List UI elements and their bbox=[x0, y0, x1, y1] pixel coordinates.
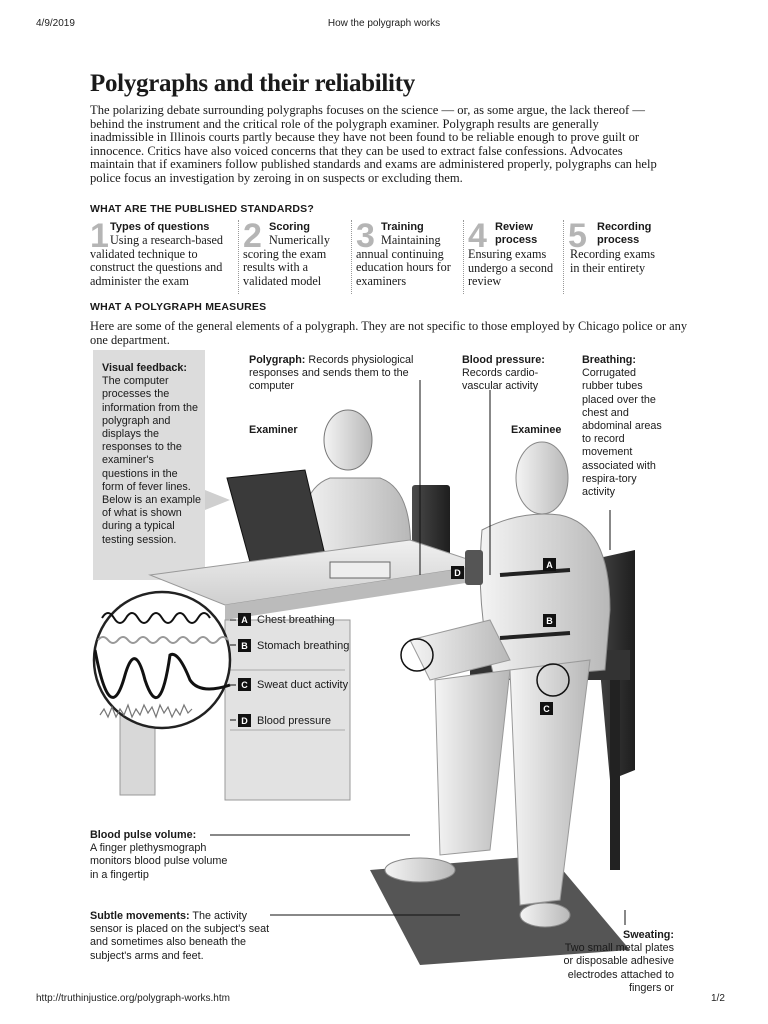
key-c bbox=[238, 678, 348, 691]
standard-number: 1 bbox=[90, 217, 109, 255]
key-label: Sweat duct activity bbox=[257, 678, 349, 691]
standard-3 bbox=[351, 217, 461, 292]
movements-title: Subtle movements: bbox=[90, 910, 190, 922]
standard-number: 4 bbox=[468, 217, 487, 255]
polygraph-label bbox=[249, 354, 429, 394]
visual-feedback-body-2: Below is an example of what is shown during a typical testing session. bbox=[102, 494, 202, 546]
marker-letter: B bbox=[543, 614, 556, 627]
blood-pressure-label bbox=[462, 354, 562, 394]
standard-body: Recording exams in their entirety bbox=[570, 247, 655, 275]
visual-feedback-body: The computer processes the information from the polygraph and displays the responses to the examiner's questions in the form of fever lines. bbox=[102, 375, 199, 493]
standards-heading: WHAT ARE THE PUBLISHED STANDARDS? bbox=[90, 203, 314, 215]
marker-c bbox=[540, 702, 553, 715]
measures-heading: WHAT A POLYGRAPH MEASURES bbox=[90, 301, 267, 313]
breathing-title: Breathing: bbox=[582, 354, 636, 366]
column-divider bbox=[351, 220, 352, 294]
pulse-title: Blood pulse volume: bbox=[90, 829, 197, 841]
blood-pressure-body: Records cardio-vascular activity bbox=[462, 367, 539, 393]
standard-1 bbox=[90, 217, 240, 292]
standard-5 bbox=[563, 217, 663, 292]
article-intro: The polarizing debate surrounding polygraphs focuses on the science — or, as some argue, the lack thereof — behind the instrument and the critical role of the polygraph examiner. Polygraph results are generally inadmissible in Illinois courts partly because they have not been found to be reliable enough to prove guilt or innocence. Critics have also voiced concerns that they can be used to extract false confessions. Advocates maintain that if examiners follow published standards and exams are administered properly, polygraphs can help police focus an investigation by zeroing in on suspects or excluding them. bbox=[90, 103, 657, 185]
key-label: Chest breathing bbox=[257, 613, 335, 626]
standard-4 bbox=[463, 217, 561, 292]
standard-2 bbox=[238, 217, 348, 292]
visual-feedback-label bbox=[102, 362, 202, 547]
blood-pressure-title: Blood pressure: bbox=[462, 354, 545, 366]
visual-feedback-title: Visual feedback: bbox=[102, 362, 188, 374]
sweating-label bbox=[560, 929, 674, 994]
key-label: Stomach breathing bbox=[257, 639, 350, 652]
standard-number: 2 bbox=[243, 217, 262, 255]
key-a bbox=[238, 613, 335, 626]
key-label: Blood pressure bbox=[257, 714, 331, 727]
marker-a bbox=[543, 558, 556, 571]
polygraph-device bbox=[330, 562, 390, 578]
pulse-label bbox=[90, 829, 230, 882]
movements-label bbox=[90, 910, 275, 963]
polygraph-title: Polygraph: bbox=[249, 354, 306, 366]
standard-body: Using a research-based validated technique to construct the questions and administer the exam bbox=[90, 233, 224, 288]
key-letter: C bbox=[238, 678, 251, 691]
key-d bbox=[238, 714, 331, 727]
examinee-label: Examinee bbox=[511, 424, 562, 436]
marker-d bbox=[451, 566, 464, 579]
standard-body: Numerically scoring the exam results with a validated model bbox=[243, 233, 330, 288]
breathing-label bbox=[582, 354, 668, 499]
movements-body: The activity sensor is placed on the subject's seat and sometimes also beneath the subject's arms and feet. bbox=[90, 910, 270, 962]
column-divider bbox=[463, 220, 464, 294]
standard-title: Scoring bbox=[269, 221, 310, 233]
column-divider bbox=[238, 220, 239, 294]
polygraph-body: Records physiological responses and sends them to the computer bbox=[249, 354, 414, 393]
key-letter: B bbox=[238, 639, 251, 652]
print-page-title: How the polygraph works bbox=[327, 18, 441, 29]
standard-number: 3 bbox=[356, 217, 375, 255]
standard-title: Review process bbox=[495, 221, 538, 246]
marker-b bbox=[543, 614, 556, 627]
marker-letter: D bbox=[451, 566, 464, 579]
print-page-count: 1/2 bbox=[711, 993, 725, 1004]
breathing-body: Corrugated rubber tubes placed over the chest and abdominal areas to record movement associated with respira-tory activity bbox=[582, 367, 662, 499]
sweating-body: Two small metal plates or disposable adhesive electrodes attached to fingers or bbox=[563, 942, 674, 994]
fever-lines-magnifier bbox=[94, 592, 230, 728]
column-divider bbox=[563, 220, 564, 294]
marker-letter: C bbox=[540, 702, 553, 715]
sweating-title: Sweating: bbox=[623, 929, 674, 941]
key-b bbox=[238, 639, 349, 652]
article-title: Polygraphs and their reliability bbox=[90, 70, 415, 97]
pulse-body: A finger plethysmograph monitors blood pulse volume in a fingertip bbox=[90, 842, 228, 881]
key-letter: A bbox=[238, 613, 251, 626]
standard-number: 5 bbox=[568, 217, 587, 255]
standard-body: Maintaining annual continuing education hours for examiners bbox=[356, 233, 451, 288]
standard-body: Ensuring exams undergo a second review bbox=[468, 247, 554, 289]
standard-title: Recording process bbox=[597, 221, 652, 246]
key-letter: D bbox=[238, 714, 251, 727]
standard-title: Types of questions bbox=[110, 221, 210, 233]
print-date: 4/9/2019 bbox=[36, 18, 75, 29]
standard-title: Training bbox=[381, 221, 424, 233]
examiner-label: Examiner bbox=[249, 424, 298, 436]
marker-letter: A bbox=[543, 558, 556, 571]
print-url[interactable]: http://truthinjustice.org/polygraph-works.htm bbox=[36, 993, 230, 1004]
measures-intro: Here are some of the general elements of a polygraph. They are not specific to those employed by Chicago police or any one department. bbox=[90, 319, 688, 347]
